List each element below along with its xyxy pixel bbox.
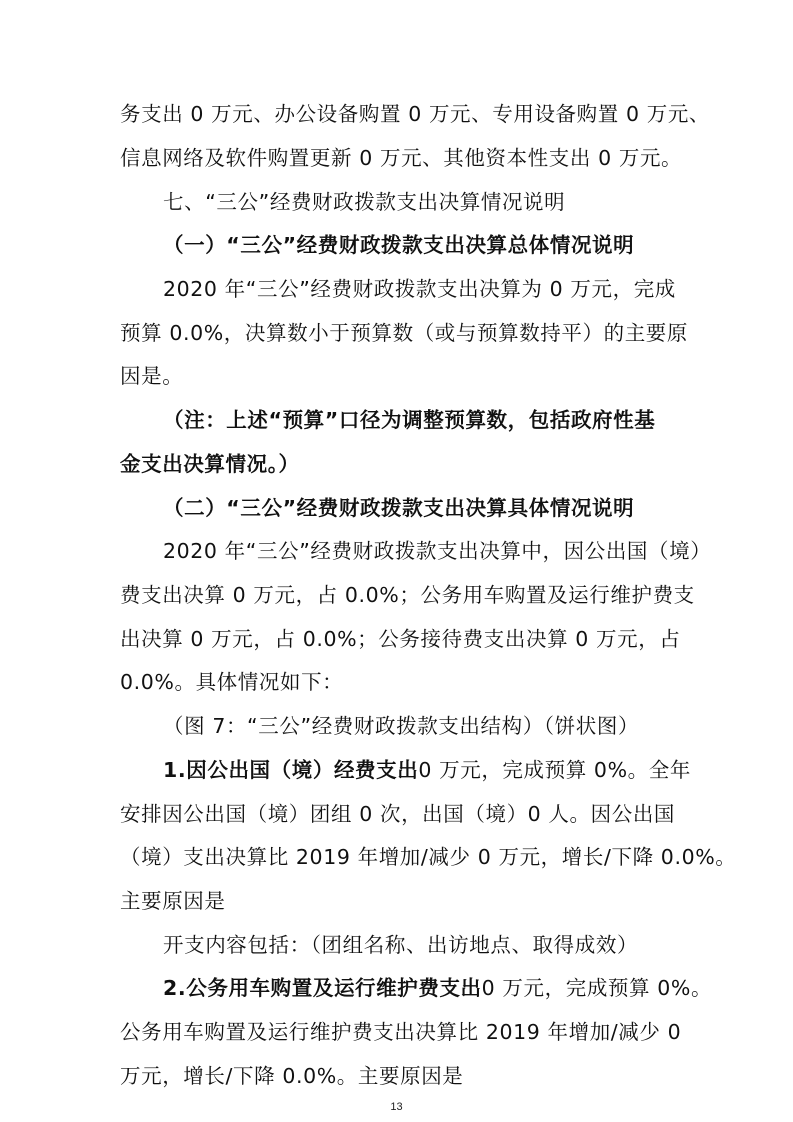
subsection-heading: （二）“三公”经费财政拨款支出决算具体情况说明 [163, 496, 635, 520]
paragraph-line: 公务用车购置及运行维护费支出决算比 2019 年增加/减少 0 [120, 1020, 682, 1044]
subsection-heading: （一）“三公”经费财政拨款支出决算总体情况说明 [163, 233, 635, 257]
item-text: 0 万元，完成预算 0%。 [481, 976, 713, 1000]
page-number: 13 [390, 1101, 403, 1113]
paragraph-line: 万元，增长/下降 0.0%。主要原因是 [120, 1064, 464, 1088]
paragraph-line: 预算 0.0%，决算数小于预算数（或与预算数持平）的主要原 [120, 321, 688, 345]
paragraph-line: 安排因公出国（境）团组 0 次，出国（境）0 人。因公出国 [120, 802, 676, 826]
figure-caption: （图 7：“三公”经费财政拨款支出结构）（饼状图） [163, 714, 640, 738]
paragraph-line: 主要原因是 [120, 889, 226, 913]
note-line: （注：上述“预算”口径为调整预算数，包括政府性基 [163, 408, 656, 432]
note-line: 金支出决算情况。） [120, 452, 300, 476]
paragraph-line: 因是。 [120, 364, 184, 388]
item-heading: 2.公务用车购置及运行维护费支出 [163, 976, 482, 1000]
paragraph-line [163, 975, 773, 1001]
paragraph-line: 务支出 0 万元、办公设备购置 0 万元、专用设备购置 0 万元、 [120, 102, 711, 126]
paragraph-line: 2020 年“三公”经费财政拨款支出决算中，因公出国（境） [163, 539, 712, 563]
paragraph-line: 0.0%。具体情况如下： [120, 670, 344, 694]
item-heading: 1.因公出国（境）经费支出 [163, 758, 419, 782]
paragraph-line [163, 757, 773, 783]
paragraph-line: 开支内容包括：（团组名称、出访地点、取得成效） [163, 933, 639, 957]
paragraph-line: 费支出决算 0 万元，占 0.0%；公务用车购置及运行维护费支 [120, 583, 695, 607]
item-text: 0 万元，完成预算 0%。全年 [418, 758, 691, 782]
paragraph-line: 出决算 0 万元，占 0.0%；公务接待费支出决算 0 万元，占 [120, 627, 681, 651]
section-heading: 七、“三公”经费财政拨款支出决算情况说明 [163, 190, 566, 214]
paragraph-line: 信息网络及软件购置更新 0 万元、其他资本性支出 0 万元。 [120, 146, 683, 170]
paragraph-line: （境）支出决算比 2019 年增加/减少 0 万元，增长/下降 0.0%。 [120, 845, 737, 869]
paragraph-line: 2020 年“三公”经费财政拨款支出决算为 0 万元，完成 [163, 277, 676, 301]
